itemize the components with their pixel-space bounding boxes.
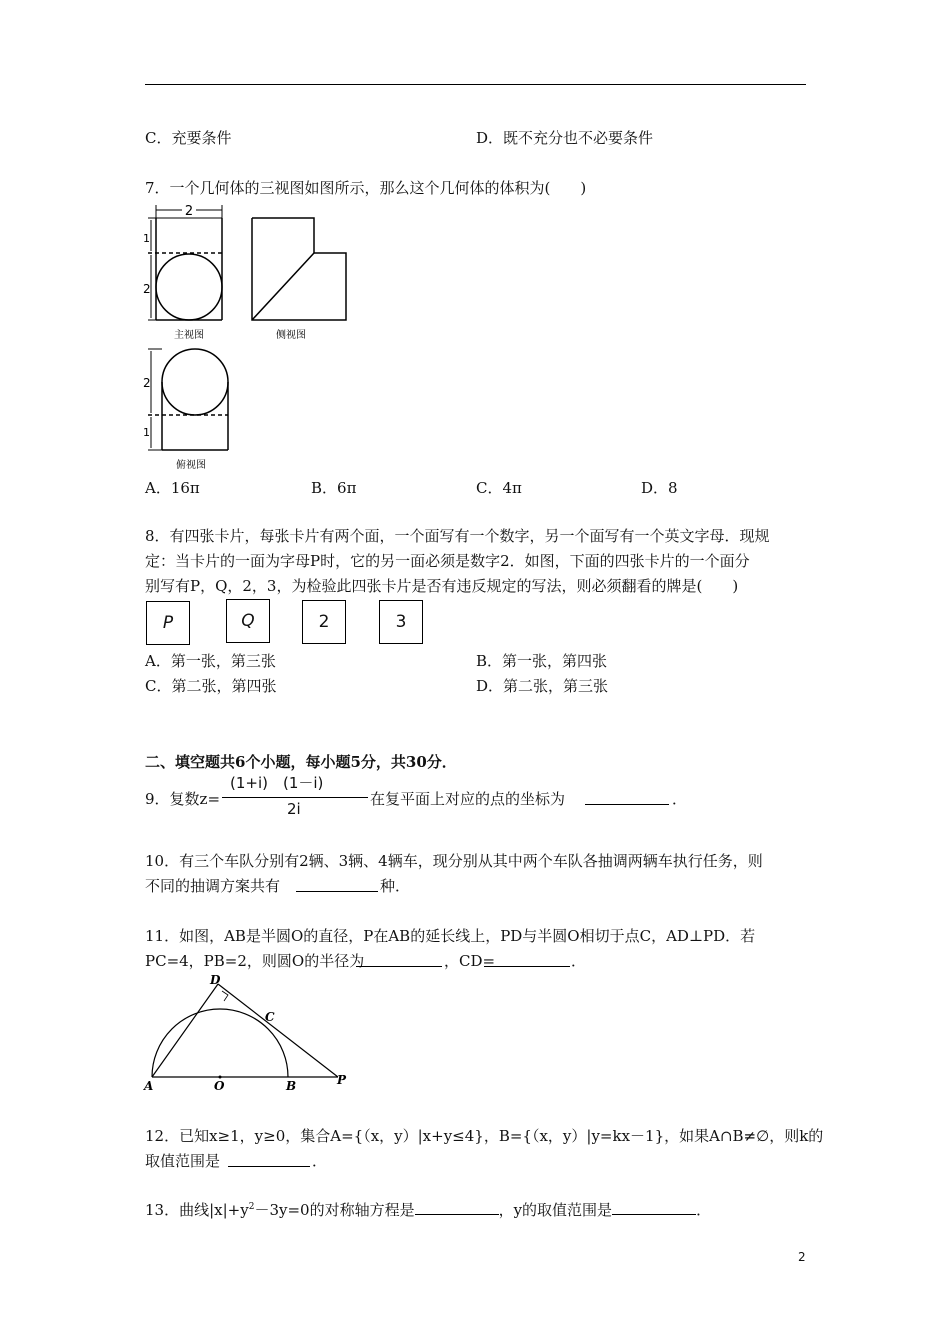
q7-option-a: A．16π (145, 479, 200, 497)
q13-superscript: 2 (248, 1202, 255, 1212)
q13-axis-blank[interactable] (415, 1200, 499, 1215)
card-3: 3 (379, 600, 423, 644)
label-o: O (214, 1079, 225, 1093)
q8-option-b: B．第一张，第四张 (476, 652, 608, 670)
page-number: 2 (798, 1250, 806, 1264)
card-p: P (146, 601, 190, 645)
top-dim-1: 1 (143, 426, 150, 439)
q13-mid: －3y=0的对称轴方程是 (254, 1201, 415, 1219)
q8-line-3: 别写有P，Q，2，3，为检验此四张卡片是否有违反规定的写法，则必须翻看的牌是( ) (145, 577, 739, 595)
q13-prefix: 13．曲线|x|+y (145, 1201, 249, 1219)
top-dim-2: 2 (143, 376, 151, 390)
q7-option-b: B．6π (311, 479, 357, 497)
q13-range-blank[interactable] (612, 1200, 696, 1215)
q10-line-2-suffix: 种． (380, 877, 411, 895)
q9-fraction-bar (222, 797, 368, 798)
top-view (148, 349, 228, 450)
q10-line-1: 10．有三个车队分别有2辆、3辆、4辆车，现分别从其中两个车队各抽调两辆车执行任务，则 (145, 852, 763, 870)
q13-mid2: ，y的取值范围是 (498, 1201, 613, 1219)
q12-line-2-end: ． (312, 1152, 328, 1170)
q11-line-1: 11．如图，AB是半圆O的直径，P在AB的延长线上，PD与半圆O相切于点C，AD⊥PD．若 (145, 927, 756, 945)
side-view-label: 侧视图 (276, 330, 306, 341)
q12-line-2-prefix: 取值范围是 (145, 1152, 221, 1170)
q10-answer-blank[interactable] (296, 877, 378, 892)
q7-stem: 7．一个几何体的三视图如图所示，那么这个几何体的体积为( ) (145, 179, 587, 197)
top-view-label: 俯视图 (176, 460, 206, 471)
q8-option-a: A．第一张，第三张 (145, 652, 276, 670)
header-rule (145, 84, 806, 85)
card-2: 2 (302, 600, 346, 644)
section-2-title: 二、填空题共6个小题，每小题5分，共30分． (145, 753, 457, 771)
q6-option-c: C．充要条件 (145, 129, 232, 147)
front-dim-2: 2 (143, 282, 151, 296)
label-p: P (337, 1073, 347, 1087)
q9-suffix: 在复平面上对应的点的坐标为 (370, 790, 566, 808)
q7-option-c: C．4π (476, 479, 522, 497)
q7-option-d: D．8 (641, 479, 678, 497)
q9-prefix: 9．复数z= (145, 790, 221, 808)
q11-line-2-mid: ，CD= (444, 952, 496, 970)
q10-line-2-prefix: 不同的抽调方案共有 (145, 877, 281, 895)
front-dim-width: 2 (184, 204, 194, 219)
q12-answer-blank[interactable] (228, 1152, 310, 1167)
label-d: D (210, 973, 221, 987)
q8-line-2: 定：当卡片的一面为字母P时，它的另一面必须是数字2．如图，下面的四张卡片的一个面分 (145, 552, 750, 570)
label-a: A (144, 1079, 154, 1093)
q13-end: ． (696, 1201, 712, 1219)
front-view (148, 205, 222, 320)
label-b: B (286, 1079, 297, 1093)
card-q: Q (226, 599, 270, 643)
line-dp (218, 984, 338, 1077)
q8-line-1: 8．有四张卡片，每张卡片有两个面，一个面写有一个数字，另一个面写有一个英文字母．现规 (145, 527, 770, 545)
q9-end: ． (672, 790, 688, 808)
front-dim-1: 1 (143, 232, 150, 245)
q11-radius-blank[interactable] (356, 952, 442, 967)
q7-three-view-figure (140, 200, 360, 475)
q9-numerator: (1+i) (1－i) (230, 774, 324, 792)
q13-text (145, 1199, 711, 1220)
q11-line-2-prefix: PC=4，PB=2，则圆O的半径为 (145, 952, 365, 970)
q9-denominator: 2i (287, 800, 301, 818)
q9-answer-blank[interactable] (585, 790, 669, 805)
q12-line-1: 12．已知x≥1，y≥0，集合A={（x，y）|x+y≤4}，B={（x，y）|y=kx－1}，如果A∩B≠∅，则k的 (145, 1127, 824, 1145)
front-view-label: 主视图 (174, 330, 204, 341)
line-ad (152, 984, 218, 1077)
q6-option-d: D．既不充分也不必要条件 (476, 129, 654, 147)
right-angle-mark (222, 991, 228, 1001)
q11-semicircle-figure (140, 972, 360, 1094)
label-c: C (265, 1010, 275, 1024)
q8-option-c: C．第二张，第四张 (145, 677, 277, 695)
q11-line-2-end: ． (571, 952, 587, 970)
side-view (252, 218, 346, 320)
q8-option-d: D．第二张，第三张 (476, 677, 609, 695)
q11-cd-blank[interactable] (484, 952, 570, 967)
